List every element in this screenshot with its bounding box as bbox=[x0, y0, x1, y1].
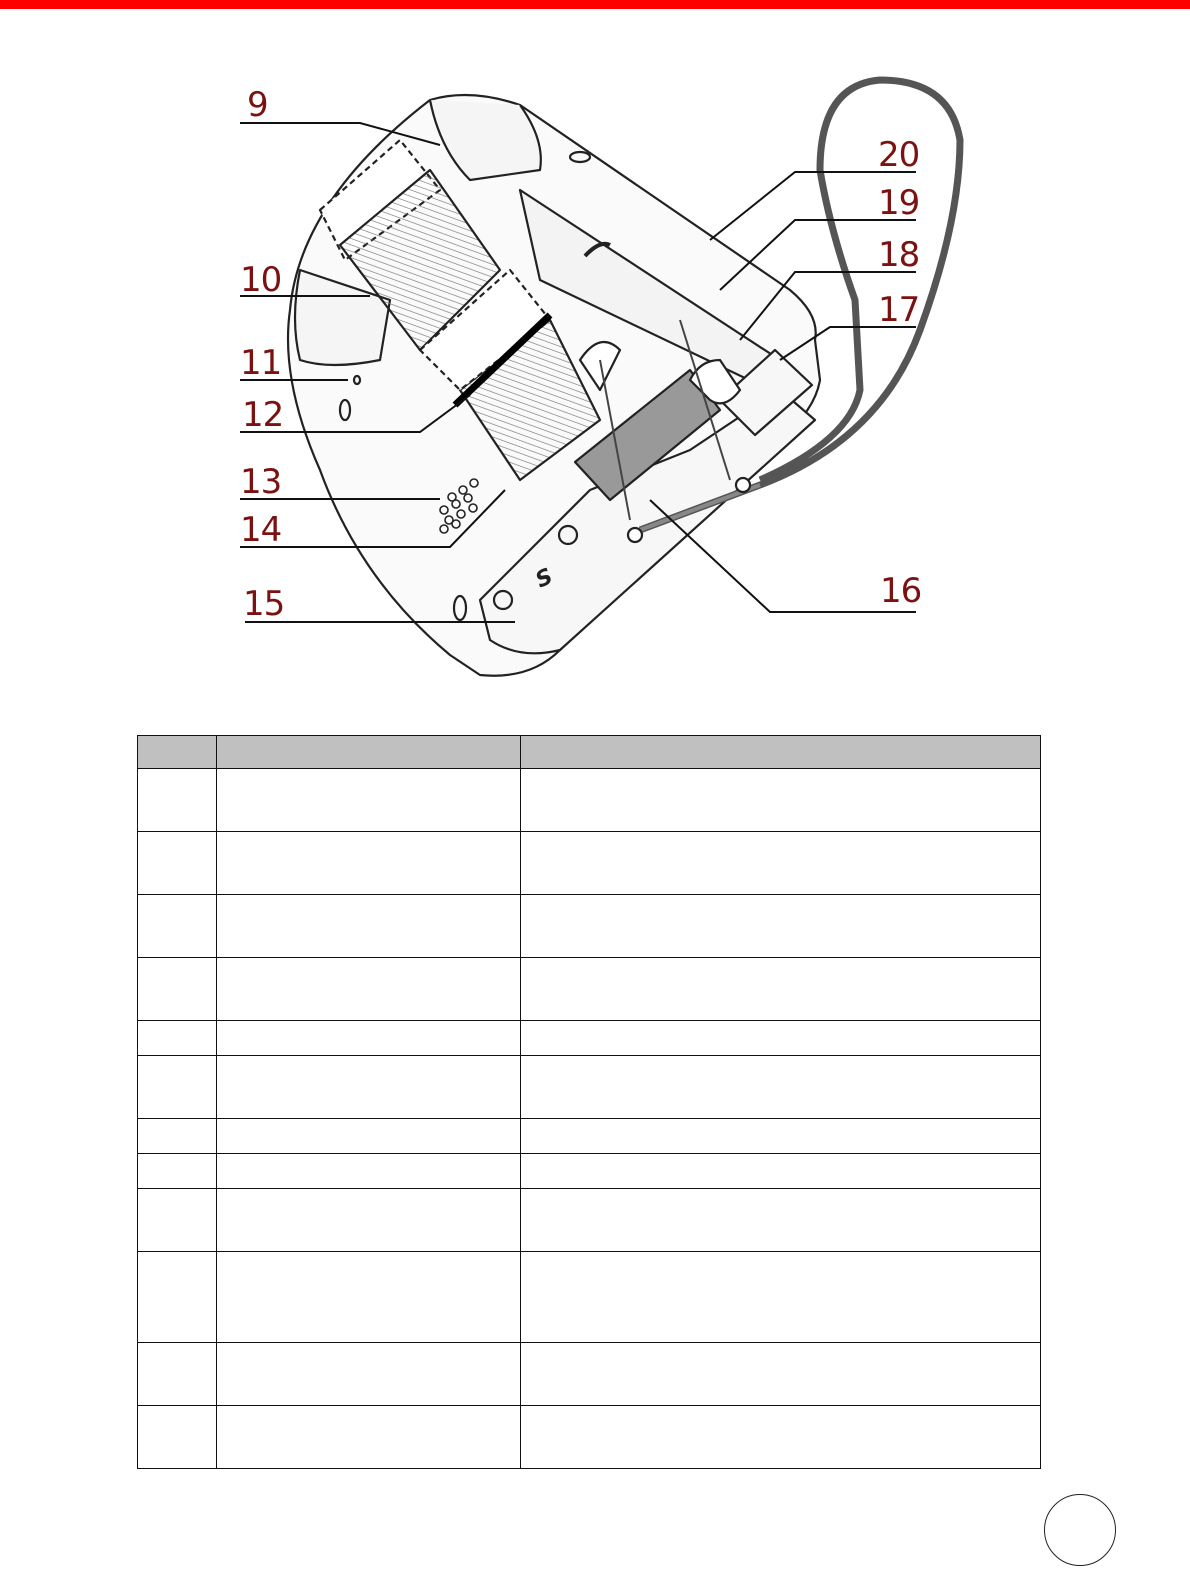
page-number-badge bbox=[1044, 1494, 1116, 1566]
cell bbox=[217, 958, 521, 1021]
cell bbox=[138, 958, 217, 1021]
cell bbox=[217, 895, 521, 958]
cell bbox=[217, 1252, 521, 1343]
cell bbox=[521, 832, 1041, 895]
table-row bbox=[138, 958, 1041, 1021]
cell bbox=[217, 769, 521, 832]
cell bbox=[521, 1252, 1041, 1343]
cell bbox=[138, 1189, 217, 1252]
cell bbox=[138, 1119, 217, 1154]
cell bbox=[138, 1056, 217, 1119]
cell bbox=[138, 1343, 217, 1406]
callout-11: 11 bbox=[240, 343, 282, 383]
callout-12: 12 bbox=[242, 395, 284, 435]
cell bbox=[217, 1056, 521, 1119]
cell bbox=[138, 1406, 217, 1469]
cell bbox=[521, 1343, 1041, 1406]
cell bbox=[217, 1406, 521, 1469]
table-row bbox=[138, 1406, 1041, 1469]
cell bbox=[521, 1406, 1041, 1469]
cell bbox=[138, 769, 217, 832]
callout-19: 19 bbox=[878, 183, 920, 223]
callout-20: 20 bbox=[878, 135, 920, 175]
table-row bbox=[138, 1021, 1041, 1056]
svg-text:S: S bbox=[531, 564, 557, 594]
cell bbox=[521, 769, 1041, 832]
callout-14: 14 bbox=[240, 510, 282, 550]
table-row bbox=[138, 769, 1041, 832]
header-cell-number bbox=[138, 736, 217, 769]
table-row bbox=[138, 1154, 1041, 1189]
table-row bbox=[138, 1343, 1041, 1406]
cell bbox=[217, 1343, 521, 1406]
cell bbox=[138, 832, 217, 895]
cell bbox=[521, 1189, 1041, 1252]
cell bbox=[217, 832, 521, 895]
header-cell-component bbox=[217, 736, 521, 769]
device-rear-illustration bbox=[0, 60, 1190, 700]
table-row bbox=[138, 1056, 1041, 1119]
cell bbox=[217, 1021, 521, 1056]
table-row bbox=[138, 1119, 1041, 1154]
cell bbox=[138, 895, 217, 958]
device-drawing bbox=[0, 60, 1190, 700]
header-cell-description bbox=[521, 736, 1041, 769]
table-row bbox=[138, 832, 1041, 895]
cell bbox=[138, 1154, 217, 1189]
callout-18: 18 bbox=[878, 235, 920, 275]
header-red-bar bbox=[0, 0, 1190, 9]
callout-10: 10 bbox=[240, 260, 282, 300]
table-row bbox=[138, 895, 1041, 958]
components-table bbox=[137, 735, 1041, 1469]
cell bbox=[521, 1119, 1041, 1154]
cell bbox=[217, 1189, 521, 1252]
cell bbox=[521, 1021, 1041, 1056]
callout-9: 9 bbox=[247, 85, 268, 125]
callout-16: 16 bbox=[880, 571, 922, 611]
cell bbox=[521, 1056, 1041, 1119]
cell bbox=[521, 958, 1041, 1021]
callout-13: 13 bbox=[240, 462, 282, 502]
table-row bbox=[138, 1252, 1041, 1343]
callout-17: 17 bbox=[878, 290, 920, 330]
cell bbox=[138, 1252, 217, 1343]
cell bbox=[138, 1021, 217, 1056]
cell bbox=[521, 1154, 1041, 1189]
cell bbox=[217, 1154, 521, 1189]
cell bbox=[521, 895, 1041, 958]
callout-15: 15 bbox=[243, 584, 285, 624]
cell bbox=[217, 1119, 521, 1154]
table-header-row bbox=[138, 736, 1041, 769]
table-row bbox=[138, 1189, 1041, 1252]
